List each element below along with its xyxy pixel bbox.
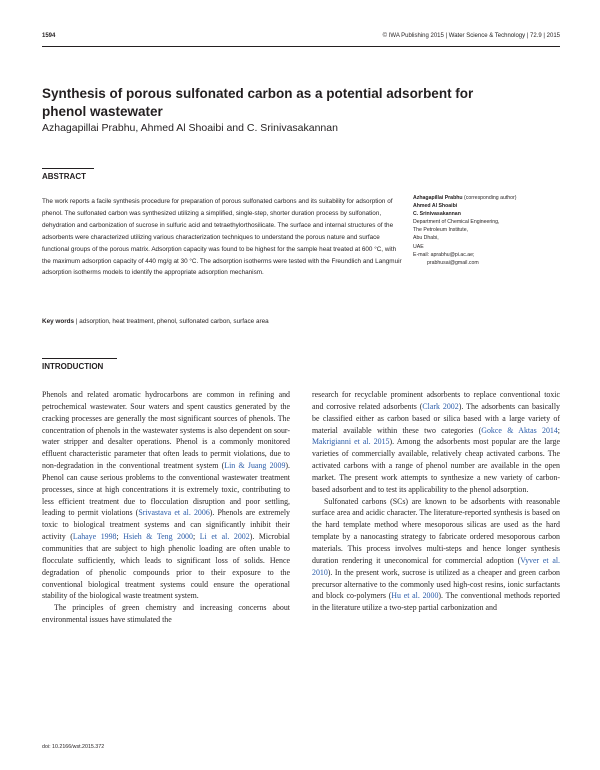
citation-link[interactable]: Vyver et al. 2010 bbox=[312, 555, 560, 577]
citation-link[interactable]: Lin & Juang 2009 bbox=[224, 461, 286, 471]
affil-email-2: prabhusai@gmail.com bbox=[427, 259, 479, 266]
citation-link[interactable]: Hu et al. 2000 bbox=[391, 591, 439, 601]
text-run: research for recyclable prominent adsorbents to replace conventional toxic and corrosive related adsorbents ( bbox=[312, 390, 560, 411]
affil-institute: The Petroleum Institute, bbox=[413, 227, 469, 234]
intro-paragraph-1 bbox=[42, 389, 290, 602]
citation-link[interactable]: Makrigianni et al. 2015 bbox=[312, 437, 390, 447]
citation-link[interactable]: Hsieh & Teng 2000 bbox=[123, 532, 193, 542]
text-run: ). Microbial communities that are subject to high phenolic loading are often unable to flocculate sufficiently, which leads to significant loss of solids. Hence degradation of phenolic compounds prior to their exposure to the conventional biological treatment systems could ensure the operational stability of the biological waste treatment system. bbox=[42, 532, 290, 601]
abstract-text: The work reports a facile synthesis procedure for preparation of porous sulfonated carbons and its suitability for adsorption of phenol. The sulfonated carbon was synthesized utilizing a simplified, single-step, shorter duration process by sulfonation, dehydration and carbonization of sucrose in sulfuric acid and tetraethylorthosilicate. The surface and internal structures of the adsorbents were characterized utilizing various characterization techniques to understand the porous nature and surface functional groups of the porous matrix. Adsorption capacity was found to be highest for the sample heat treated at 600 °C, with the maximum adsorption capacity of 440 mg/g at 30 °C. The adsorption isotherms were tested with the Freundlich and Langmuir adsorption isotherms models to identify the appropriate adsorption mechanism. bbox=[42, 198, 402, 277]
text-run: ). Among the adsorbents most popular are the large varieties of commercially available, relatively cheap activated carbons. The activated carbons with a range of phenol number are available in the open market. The present work attempts to synthesize a new variety of carbon-based adsorbent and to test its applicability to the phenol adsorption. bbox=[312, 437, 560, 494]
text-run: ). Phenols are extremely toxic to biological treatment systems and can significantly inhibit their activity ( bbox=[42, 508, 290, 542]
page-header bbox=[42, 33, 560, 45]
affil-email-1: E-mail: aprabhu@pi.ac.ae; bbox=[413, 251, 475, 258]
intro-paragraph-2: The principles of green chemistry and increasing concerns about environmental issues have stimulated the bbox=[42, 603, 290, 625]
copyright: © IWA Publishing 2015 bbox=[382, 33, 444, 39]
affil-author-2: Ahmed Al Shoaibi bbox=[413, 203, 458, 210]
keywords: Key words | adsorption, heat treatment, phenol, sulfonated carbon, surface area bbox=[42, 318, 269, 325]
introduction-heading: INTRODUCTION bbox=[42, 362, 104, 371]
affil-author-3: C. Srinivasakannan bbox=[413, 211, 461, 218]
volume-issue: 72.9 bbox=[530, 33, 542, 39]
text-run: Sulfonated carbons (SCs) are known to be adsorbents with reasonable surface area and acidic character. The literature-reported synthesis is based on the hard template method where mesoporous silicas are used as the hard template by a nanocasting strategy to fabricate ordered mesoporous carbon materials. This process involves multi-steps and hence longer synthesis duration rendering it uneconomical for commercial adoption ( bbox=[312, 496, 560, 565]
intro-paragraph-3 bbox=[312, 389, 560, 496]
article-title: Synthesis of porous sulfonated carbon as a potential adsorbent for phenol wastewater bbox=[42, 86, 474, 119]
publication-line: © IWA Publishing 2015 | Water Science & Technology | 72.9 | 2015 bbox=[382, 33, 560, 39]
text-run: ). In the present work, sucrose is utilized as a cheaper and green carbon precursor alternative to the commonly used high-cost resins, ionic surfactants and block co-polymers ( bbox=[312, 567, 560, 601]
corresponding-note: (corresponding author) bbox=[462, 195, 517, 201]
affil-country: UAE bbox=[413, 243, 424, 250]
text-run: Phenols and related aromatic hydrocarbons are common in refining and petrochemical wastewater. Sour waters and spent caustics generated by the cracking processes are generally the most significant sources of phenols. The concentration of phenols in the wastewater systems is also dependent on sour-water stripper and desalter operations. Phenol is a commonly monitored effluent characteristic parameter that often leads to permit violations, due to non-degradation in the conventional treatment system ( bbox=[42, 390, 290, 471]
intro-paragraph-4 bbox=[312, 496, 560, 614]
year: 2015 bbox=[546, 33, 560, 39]
affil-department: Department of Chemical Engineering, bbox=[413, 219, 500, 226]
citation-link[interactable]: Srivastava et al. 2006 bbox=[138, 508, 210, 518]
keywords-label: Key words bbox=[42, 318, 75, 325]
citation-link[interactable]: Li et al. 2002 bbox=[199, 532, 250, 542]
author-list: Azhagapillai Prabhu, Ahmed Al Shoaibi and C. Srinivasakannan bbox=[42, 122, 338, 134]
header-rule bbox=[42, 46, 560, 47]
text-run: ). The conventional methods reported in the literature utilize a two-step partial carbonization and bbox=[312, 591, 560, 613]
citation-link[interactable]: Gokce & Aktas 2014 bbox=[481, 425, 558, 435]
affil-city: Abu Dhabi, bbox=[413, 235, 439, 242]
text-run: ). The adsorbents can basically be classified either as carbon based or silica based with a large variety of material available within these two categories ( bbox=[312, 401, 560, 435]
journal-name: Water Science & Technology bbox=[448, 33, 526, 39]
doi: doi: 10.2166/wst.2015.372 bbox=[42, 744, 105, 750]
citation-link[interactable]: Clark 2002 bbox=[422, 401, 459, 411]
body-column-right bbox=[312, 389, 560, 614]
page-number: 1594 bbox=[42, 33, 56, 39]
text-run: ; bbox=[192, 532, 200, 542]
text-run: ; bbox=[557, 425, 560, 435]
affil-author-1: Azhagapillai Prabhu bbox=[413, 195, 463, 201]
abstract-heading: ABSTRACT bbox=[42, 172, 86, 181]
text-run: ; bbox=[116, 532, 124, 542]
affiliation-block bbox=[413, 194, 573, 267]
body-column-left bbox=[42, 389, 290, 626]
introduction-rule bbox=[42, 358, 117, 359]
citation-link[interactable]: Lahaye 1998 bbox=[72, 532, 117, 542]
text-run: ). Phenol can cause serious problems to the conventional wastewater treatment processes, since at high concentrations it is extremely toxic, contributing to less efficient treatment due to flocculation disruption and poor settling, leading to permit violations ( bbox=[42, 461, 290, 518]
keywords-list: adsorption, heat treatment, phenol, sulfonated carbon, surface area bbox=[79, 318, 269, 325]
abstract-rule bbox=[42, 168, 94, 169]
